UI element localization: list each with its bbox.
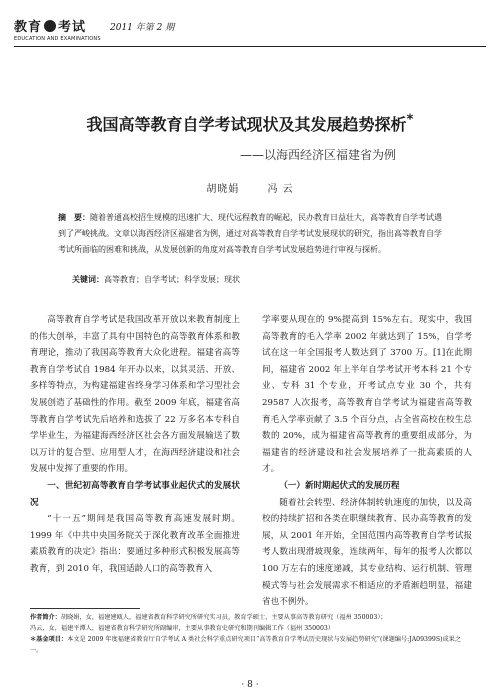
article-title [0, 112, 500, 135]
footnotes [30, 612, 472, 656]
abstract-label: 摘 要： [58, 213, 90, 222]
author-line [0, 180, 500, 195]
logo-dot-icon [44, 20, 56, 32]
abstract-text: 随着普通高校招生规模的迅速扩大、现代远程教育的崛起，民办教育日益壮大，高等教育自学考试遇到了严峻挑战。文章以海西经济区福建省为例，通过对高等教育自学考试发展现状的研究，指出高等教育自学考试所面临的困难和挑战，从发展创新的角度对高等教育自学考试发展趋势进行审视与探析。 [58, 213, 442, 254]
footnote-rule [30, 608, 140, 609]
header-rule [14, 46, 486, 47]
page-number: · 8 · [241, 680, 259, 690]
footnote-author-2 [30, 623, 472, 634]
left-column [30, 312, 240, 578]
paragraph: 高等教育自学考试是我国改革开放以来教育制度上的伟大创举，丰富了具有中国特色的高等教育体系和教育理论，推动了我国高等教育大众化进程。福建省高等教育自学考试自 1984 年开办以来，以其灵活、开放、多样等特点，为构建福建省终身学习体系和学习型社会发展创造了基础性的作用。截至 2009 年底，福建省高等教育自学考试先后培养和选拔了 22 万多名本专科自学毕业生，为福建海西经济区社会各方面发展输送了数以万计的复合型、应用型人才，在海西经济建设和社会发展中发挥了重要的作用。 [30, 315, 240, 475]
journal-header [14, 14, 486, 50]
footnote-text: 冯云，女，福建平潭人，福建省教育科学研究所副编审，主要从事教育史研究和期刊编辑工作（福州 350003） [30, 625, 335, 632]
author-1: 胡晓娟 [206, 184, 240, 195]
section-heading: 一、世纪初高等教育自学考试事业起伏式的发展状况 [30, 480, 240, 508]
paragraph: “十一五”期间是我国高等教育高速发展时期。1999 年《中共中央国务院关于深化教育改革全面推进素质教育的决定》指出：要通过多种形式积极发展高等教育，到 2010 年，我国适龄人口的高等教育入 [30, 514, 240, 574]
subsection-heading: （一）新时期起伏式的发展历程 [279, 480, 400, 491]
footnote-fund [30, 634, 472, 656]
logo-english: EDUCATION AND EXAMINATIONS [14, 36, 101, 42]
logo-text-2: 考试 [58, 20, 87, 35]
keywords-label: 关键词： [72, 275, 104, 284]
right-column [262, 312, 472, 611]
title-footnote-mark: * [406, 112, 414, 128]
footnote-label: 作者简介： [30, 614, 61, 621]
article-subtitle: ——以海西经济区福建省为例 [240, 148, 397, 162]
footnote-text: 胡晓娟，女，福建建瓯人，福建省教育科学研究所研究实习员，教育学硕士，主要从事高等教育研究（福州 350003）； [60, 614, 387, 621]
paragraph: 学率要从现在的 9%提高到 15%左右。现实中，我国高等教育的毛入学率 2002 年就达到了 15%，自学考试在这一年全国报考人数达到了 3700 万。[1]在此期间，福建省 2002 年上半年自学考试开考本科 21 个专业、专科 31 个专业，开考试点专业 30 个，共有 29587 人次报考，高等教育自学考试为福建省高等教育毛入学率贡献了 3.5 个百分点，占全省高校在校生总数的 20%，成为福建省高等教育的重要组成部分，为福建省的经济建设和社会发展培养了一批高素质的人才。 [262, 315, 472, 475]
logo-text-1: 教育 [14, 20, 43, 35]
footnote-text: 本文是 2009 年度福建省教育厅自学考试 A 类社会科学重点研究项目“高等教育自学考试历史现状与发展趋势研究”(课题编号:JA09399S)成果之一。 [30, 636, 462, 654]
author-2: 冯 云 [267, 184, 294, 195]
footnote-label: ＊基金项目： [30, 636, 68, 643]
issue-label: 2011 年第 2 期 [110, 23, 175, 33]
paragraph: 随着社会转型、经济体制转轨速度的加快，以及高校的持续扩招和各类在职继续教育、民办高等教育的发展，从 2001 年开始，全国范围内高等教育自学考试报考人数出现滑坡现象，连续两年，每年的报考人次都以 100 万左右的速度递减，其专业结构、运行机制、管理模式等与社会发展需求不相适应的矛盾渐趋明显，福建省也不例外。 [262, 497, 472, 608]
journal-logo [14, 16, 86, 35]
abstract [58, 210, 442, 258]
footnote-author-1 [30, 612, 472, 623]
keywords-text: 高等教育；自学考试；科学发展；现状 [104, 275, 240, 284]
title-text: 我国高等教育自学考试现状及其发展趋势探析 [86, 115, 407, 134]
keywords [72, 274, 442, 285]
